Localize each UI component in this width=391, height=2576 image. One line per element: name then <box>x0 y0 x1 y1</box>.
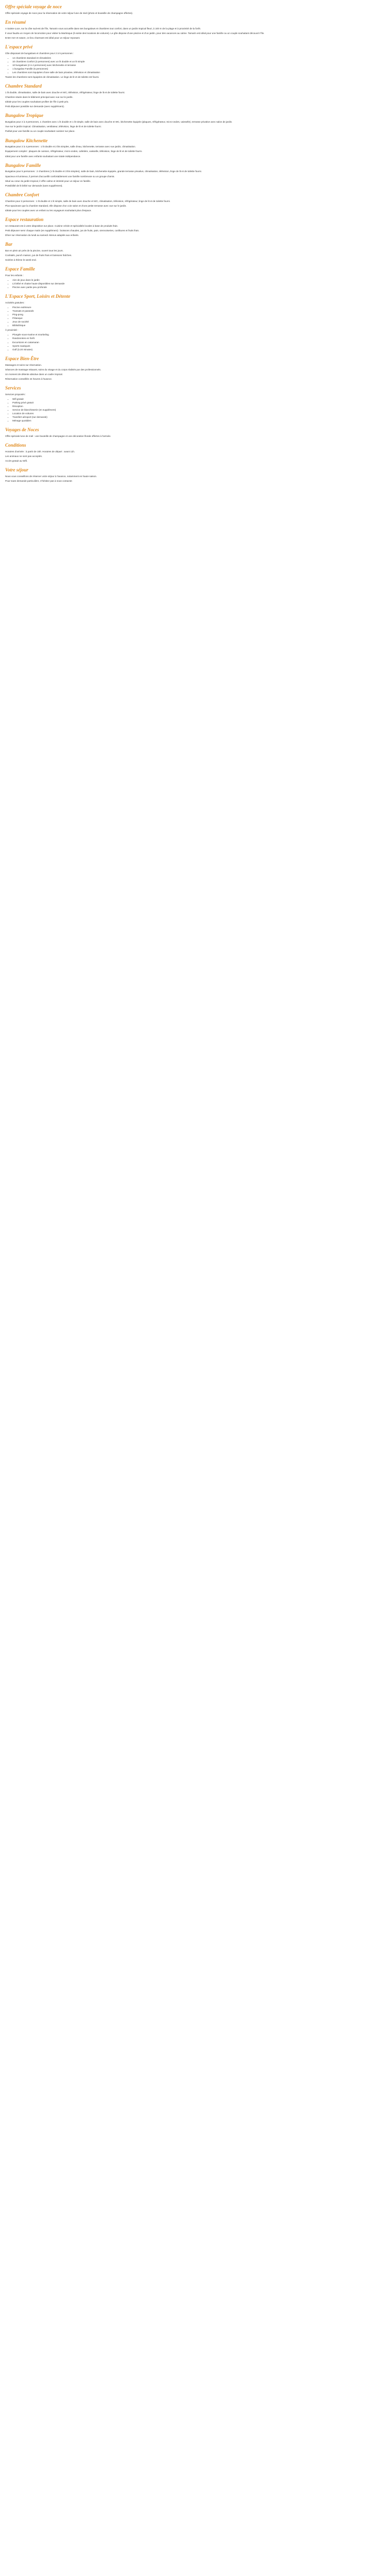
section-paragraph: Gîte disposant de bungalows et chambres pour 2 à 5 personnes : <box>5 52 74 55</box>
section-heading: L'Espace Sport, Loisirs et Détente <box>5 294 71 299</box>
list-item: • Excursions en catamaran <box>12 341 386 344</box>
section-paragraph: Il vous faudra un moyen de locomotion pour visiter la Martinique (il existe des locations de voitures). Le gîte dispose d'une piscine et d'un jardin, pour des vacances au calme. Tamarin est idéal pour une famille ou un couple souhaitant découvrir l'île. <box>5 31 265 35</box>
section-paragraph: A Sainte-Luce, sur la côte sud-est de l'île, Tamarin vous accueille dans ses bungalows et chambres tout confort, dans un jardin tropical fleuri, à 100 m de la plage et à proximité de la forêt. <box>5 27 201 30</box>
list-item: • Wifi gratuit <box>12 398 386 401</box>
page-content <box>0 0 391 489</box>
section-paragraph: Soirées à thème le week-end. <box>5 258 37 261</box>
section-paragraph: Spacieux et lumineux, il permet d'accueillir confortablement une famille nombreuse ou un groupe d'amis. <box>5 175 115 178</box>
section-heading: Bungalow Tropique <box>5 113 43 118</box>
content-section <box>5 356 386 381</box>
list-item: • Bibliothèque <box>12 324 386 327</box>
list-item: • 1 bungalow Famille (5 personnes) <box>12 67 386 71</box>
section-paragraph: Bungalow pour 2 à 4 personnes : 1 lit double et 2 lits simples, salle d'eau, kitchenette, terrasse avec vue jardin, climatisation. <box>5 145 136 148</box>
section-paragraph: Situé au cœur du jardin tropical, il offre calme et intimité pour un séjour en famille. <box>5 179 91 182</box>
section-paragraph: Dîner sur réservation du lundi au samedi. Menus adaptés aux enfants. <box>5 233 79 236</box>
content-section <box>5 427 386 438</box>
list-item: • Transats et parasols <box>12 310 386 313</box>
content-section <box>5 44 386 79</box>
list-item: • Pétanque <box>12 317 386 320</box>
section-paragraph: Séances de massage relaxant, soins du visage et du corps réalisés par des professionnels. <box>5 368 101 371</box>
section-paragraph: Chambre pour 3 personnes : 1 lit double et 1 lit simple, salle de bain avec douche et WC, climatisation, télévision, réfrigérateur, linge de lit et de toilette fourni. <box>5 199 171 202</box>
section-heading: L'espace privé <box>5 44 33 49</box>
list-item: • Golf (à 20 minutes) <box>12 348 386 351</box>
content-section <box>5 138 386 158</box>
content-section <box>5 467 386 483</box>
content-section <box>5 443 386 463</box>
section-paragraph: Idéale pour les couples souhaitant profiter de l'île à petit prix. <box>5 100 69 104</box>
content-section <box>5 4 386 15</box>
section-heading: En résumé <box>5 19 26 25</box>
section-paragraph: Offre spéciale voyage de noce pour la réservation de votre séjour lune de miel (photo et bouteille de champagne offertes). <box>5 11 133 14</box>
list-item: • Aire de jeux dans le jardin <box>12 279 386 282</box>
list-item: • Lit bébé et chaise haute disponibles sur demande <box>12 282 386 285</box>
section-paragraph: Plus spacieuse que la chambre standard, elle dispose d'un coin salon et d'une petite terrasse avec vue sur le jardin. <box>5 204 127 207</box>
section-paragraph: Réservation conseillée 24 heures à l'avance. <box>5 377 53 380</box>
section-paragraph: Massages et soins sur réservation. <box>5 363 42 366</box>
section-paragraph: Bar en plein air près de la piscine, ouvert tous les jours. <box>5 249 63 252</box>
section-paragraph: Parfait pour une famille ou un couple souhaitant cuisiner sur place. <box>5 130 75 133</box>
list-item: • Location de voitures <box>12 412 386 415</box>
section-heading: Bar <box>5 241 13 247</box>
content-section <box>5 83 386 108</box>
section-paragraph: Services proposés : <box>5 393 26 396</box>
section-paragraph: Possibilité de lit bébé sur demande (sans supplément). <box>5 184 63 187</box>
section-paragraph: Pour les enfants : <box>5 274 24 277</box>
section-paragraph: Bungalow pour 5 personnes : 2 chambres (1 lit double et 3 lits simples), salle de bain, kitchenette équipée, grande terrasse privative, climatisation, télévision, linge de lit et de toilette fourni. <box>5 170 202 173</box>
section-paragraph: Cocktails, punch maison, jus de fruits frais et boissons fraîches. <box>5 253 72 257</box>
list-item: • Service de blanchisserie (en supplément) <box>12 409 386 412</box>
section-heading: Services <box>5 385 21 391</box>
section-heading: Espace Famille <box>5 266 35 272</box>
bullet-list <box>5 279 386 289</box>
section-paragraph: Vue sur le jardin tropical. Climatisation, ventilateur, télévision, linge de lit et de toilette fourni. <box>5 125 102 128</box>
section-paragraph: Accès gratuit au Wifi. <box>5 460 28 463</box>
content-section <box>5 20 386 40</box>
section-paragraph: 1 lit double, climatisation, salle de bain avec douche et WC, télévision, réfrigérateur, linge de lit et de toilette fourni. <box>5 91 125 94</box>
section-paragraph: Bungalow pour 2 à 3 personnes, 1 chambre avec 1 lit double et 1 lit simple, salle de bain avec douche et WC, kitchenette équipée (plaques, réfrigérateur, micro-ondes, vaisselle), terrasse privative avec salon de jardin. <box>5 121 233 124</box>
section-paragraph: Toutes les chambres sont équipées de climatisation. Le linge de lit et de toilette est fourni. <box>5 76 100 79</box>
section-heading: Bungalow Famille <box>5 162 41 168</box>
section-paragraph: À proximité : <box>5 329 19 332</box>
content-section <box>5 385 386 422</box>
section-paragraph: Un restaurant est à votre disposition sur place. Cuisine créole et spécialités locales à base de produits frais. <box>5 224 118 227</box>
content-section <box>5 242 386 262</box>
list-item: • Parking privé gratuit <box>12 401 386 404</box>
list-item: • 10 chambres Confort (3 personnes) avec un lit double et un lit simple <box>12 60 386 63</box>
section-paragraph: Offre spéciale lune de miel : une bouteille de champagne et une décoration florale offertes à l'arrivée. <box>5 435 111 438</box>
list-item: • Piscine extérieure <box>12 306 386 309</box>
section-heading: Bungalow Kitchenette <box>5 138 48 143</box>
section-heading: Espace restauration <box>5 216 44 222</box>
bullet-list <box>5 306 386 327</box>
list-item: • Les chambres sont équipées d'une salle de bain privative, télévision et climatisation <box>12 71 386 74</box>
section-paragraph: Idéale pour les couples avec un enfant ou les voyageurs souhaitant plus d'espace. <box>5 209 92 212</box>
content-section <box>5 113 386 133</box>
section-heading: Chambre Standard <box>5 83 42 89</box>
section-paragraph: Horaires d'arrivée : à partir de 15h. Horaires de départ : avant 11h. <box>5 450 75 453</box>
bullet-list <box>5 57 386 74</box>
section-heading: Chambre Confort <box>5 192 39 197</box>
section-paragraph: Activités gratuites : <box>5 301 25 304</box>
list-item: • Ménage quotidien <box>12 419 386 422</box>
list-item: • Piscine avec partie peu profonde <box>12 286 386 289</box>
content-section <box>5 163 386 188</box>
list-item: • Ping-pong <box>12 313 386 316</box>
list-item: • Réception <box>12 405 386 408</box>
section-paragraph: Nous vous conseillons de réserver votre séjour à l'avance, notamment en haute saison. <box>5 475 97 478</box>
section-paragraph: Entre mer et nature, ce lieu charmant est idéal pour un séjour reposant. <box>5 36 80 39</box>
list-item: • 10 bungalows (2 à 4 personnes) avec kitchenette et terrasse <box>12 64 386 67</box>
content-section <box>5 266 386 289</box>
content-section <box>5 192 386 212</box>
list-item: • Jeux de société <box>12 320 386 324</box>
section-paragraph: Pour toute demande particulière, n'hésitez pas à nous contacter. <box>5 480 73 483</box>
section-paragraph: Les animaux ne sont pas acceptés. <box>5 455 43 458</box>
section-paragraph: Un moment de détente absolue dans un cadre tropical. <box>5 372 63 376</box>
list-item: • Sports nautiques <box>12 345 386 348</box>
section-paragraph: Petit déjeuner servi chaque matin (en supplément) : boissons chaudes, jus de fruits, pain, viennoiseries, confitures et fruits frais. <box>5 229 139 232</box>
content-section <box>5 217 386 237</box>
list-item: • Transfert aéroport (sur demande) <box>12 416 386 419</box>
section-heading: Conditions <box>5 443 26 448</box>
list-item: • 14 chambres standard et climatisées <box>12 57 386 60</box>
section-heading: Offre spéciale voyage de noce <box>5 4 62 9</box>
list-item: • Plongée sous-marine et snorkeling <box>12 333 386 336</box>
section-heading: Voyages de Noces <box>5 427 39 433</box>
bullet-list <box>5 333 386 351</box>
section-paragraph: Équipement complet : plaques de cuisson, réfrigérateur, micro-ondes, cafetière, vaisselle, télévision, linge de lit et de toilette fourni. <box>5 150 142 153</box>
section-paragraph: Idéal pour une famille avec enfants souhaitant une totale indépendance. <box>5 155 81 158</box>
list-item: • Randonnées en forêt <box>12 337 386 340</box>
section-heading: Espace Bien-Être <box>5 355 39 361</box>
content-section <box>5 294 386 351</box>
bullet-list <box>5 398 386 422</box>
section-heading: Votre séjour <box>5 467 28 473</box>
section-paragraph: Chambre située dans le bâtiment principal avec vue sur le jardin. <box>5 96 73 99</box>
section-paragraph: Petit déjeuner possible sur demande (avec supplément). <box>5 105 64 108</box>
